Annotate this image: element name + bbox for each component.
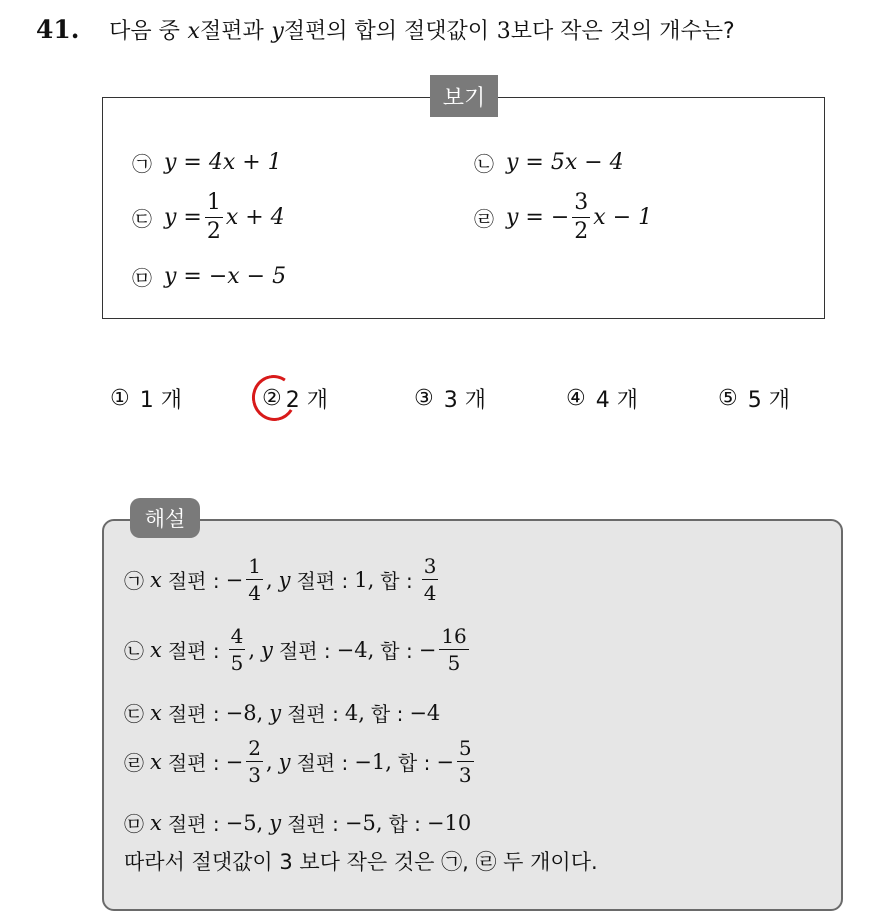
bogi-fraction-3 — [205, 192, 223, 243]
bogi-item-5 — [132, 262, 286, 291]
sol-1-x-intercept: 절편 : — [167, 569, 220, 593]
solution-title: 해설 — [130, 498, 200, 538]
bogi-marker-5: ㉤ — [132, 266, 152, 290]
bogi-marker-2: ㉡ — [474, 152, 494, 176]
bogi-item-2 — [474, 148, 624, 177]
sol-3-y-var: y — [269, 700, 282, 725]
sol-4-sum-sign: − — [436, 749, 454, 774]
sol-4-y-value: −1, — [354, 749, 392, 774]
bogi-title: 보기 — [430, 75, 498, 117]
sol-3-sum-value: −4 — [409, 700, 441, 725]
sol-1-y-var: y — [278, 567, 291, 592]
sol-4-x-var: x — [150, 749, 162, 774]
sol-2-sum-frac — [439, 626, 468, 673]
solution-line-1: ㉠ x 절편 : − $\frac{1}{4}$ , y 절편 : 1, 합 : $\frac{3}{4}$ — [124, 554, 437, 605]
sol-1-x-sign: − — [225, 567, 244, 592]
var-y: y — [271, 19, 284, 44]
sol-2-x-var: x — [150, 637, 162, 662]
sol-5-y-var: y — [269, 810, 282, 835]
question-text-post: 보다 작은 것의 개수는? — [510, 19, 735, 44]
bogi-marker-1: ㉠ — [132, 152, 152, 176]
sol-2-sum-label: 합 : — [380, 639, 413, 663]
var-x: x — [187, 19, 200, 44]
sol-1-sum-label: 합 : — [380, 569, 413, 593]
solution-line-5 — [124, 808, 471, 837]
sol-5-marker: ㉤ — [124, 812, 144, 836]
sol-5-x-var: x — [150, 810, 162, 835]
choice-4[interactable] — [566, 383, 638, 414]
sol-2-y-var: y — [261, 637, 273, 662]
sol-3-y-value: 4, — [344, 700, 365, 725]
solution-line-4: ㉣ x 절편 : − $\frac{2}{3}$ , y 절편 : −1, 합 : − $\frac{5}{3}$ — [124, 736, 472, 787]
sol-3-marker: ㉢ — [124, 702, 144, 726]
sol-4-y-var: y — [278, 749, 291, 774]
question-header — [36, 14, 735, 45]
bogi-fraction-4 — [572, 192, 590, 243]
bogi-item-4 — [474, 192, 652, 243]
sol-5-sum-label: 합 : — [388, 812, 421, 836]
choice-3-number: ③ — [414, 386, 434, 411]
choice-5-label: 5 개 — [747, 388, 790, 413]
sol-2-sum-num: 16 — [441, 624, 467, 648]
sol-4-sum-frac — [457, 738, 474, 785]
sol-4-x-den: 3 — [248, 763, 261, 787]
choice-5[interactable] — [718, 383, 790, 414]
sol-1-y-intercept: 절편 : — [296, 569, 349, 593]
sol-4-sum-label: 합 : — [397, 751, 431, 775]
choice-1-number: ① — [110, 386, 130, 411]
choice-1[interactable] — [110, 383, 182, 414]
bogi-equation-4-pre: y = − — [506, 205, 570, 230]
sol-1-sum-frac — [422, 556, 439, 603]
solution-line-2: ㉡ x 절편 : $\frac{4}{5}$ , y 절편 : −4, 합 : − $\frac{16}{5}$ — [124, 624, 467, 675]
bogi-marker-4: ㉣ — [474, 207, 494, 231]
choice-4-label: 4 개 — [595, 388, 638, 413]
bogi-equation-4-post: x − 1 — [593, 205, 653, 230]
sol-1-x-frac — [246, 556, 263, 603]
choice-5-number: ⑤ — [718, 386, 738, 411]
sol-4-sum-num: 5 — [458, 736, 472, 760]
sol-1-marker: ㉠ — [124, 569, 144, 593]
sol-1-y-value: 1, — [354, 567, 375, 592]
sol-3-sum-label: 합 : — [370, 702, 404, 726]
sol-3-x-value: −8, — [225, 700, 264, 725]
sol-1-x-var: x — [150, 567, 162, 592]
bogi-equation-5: y = −x − 5 — [164, 264, 287, 289]
solution-conclusion: 따라서 절댓값이 3 보다 작은 것은 ㉠, ㉣ 두 개이다. — [124, 850, 598, 874]
sol-3-y-intercept: 절편 : — [287, 702, 339, 726]
sol-5-x-value: −5, — [225, 810, 264, 835]
sol-2-y-intercept: 절편 : — [278, 639, 331, 663]
sol-5-y-value: −5, — [344, 810, 383, 835]
bogi-marker-3: ㉢ — [132, 207, 152, 231]
bogi-equation-3-pre: y = — [164, 205, 202, 230]
bogi-equation-1: y = 4x + 1 — [164, 150, 282, 175]
choice-3-label: 3 개 — [443, 388, 486, 413]
sol-4-x-frac — [246, 738, 263, 785]
bogi-equation-3-post: x + 4 — [225, 205, 285, 230]
sol-2-x-num: 4 — [230, 624, 244, 648]
sol-5-sum-value: −10 — [426, 810, 472, 835]
sol-5-x-intercept: 절편 : — [167, 812, 220, 836]
choice-3[interactable] — [414, 383, 486, 414]
choice-2-number: ② — [262, 386, 282, 411]
bogi-fraction-4-num: 3 — [572, 192, 590, 218]
choice-2-label: 2 개 — [285, 388, 328, 413]
sol-4-x-sign: − — [225, 749, 244, 774]
sol-3-x-var: x — [150, 700, 162, 725]
sol-2-y-value: −4, — [336, 637, 375, 662]
choice-1-label: 1 개 — [139, 388, 182, 413]
sol-2-sum-sign: − — [418, 637, 437, 662]
sol-2-x-intercept: 절편 : — [167, 639, 220, 663]
bogi-fraction-3-den: 2 — [206, 219, 221, 244]
sol-1-x-den: 4 — [248, 581, 261, 605]
question-text-mid2: 절편의 합의 절댓값이 — [283, 19, 490, 44]
bogi-item-1 — [132, 148, 282, 177]
bogi-equation-2: y = 5x − 4 — [506, 150, 624, 175]
sol-2-sum-den: 5 — [447, 651, 461, 675]
choice-4-number: ④ — [566, 386, 586, 411]
question-text-pre: 다음 중 — [109, 19, 180, 44]
sol-2-x-frac — [229, 626, 246, 673]
bogi-fraction-3-num: 1 — [205, 192, 223, 218]
sol-4-sum-den: 3 — [458, 763, 472, 787]
sol-2-x-den: 5 — [230, 651, 244, 675]
sol-4-y-intercept: 절편 : — [296, 751, 349, 775]
bogi-item-3 — [132, 192, 285, 243]
sol-4-marker: ㉣ — [124, 751, 144, 775]
answer-choices — [0, 383, 884, 417]
question-text-mid1: 절편과 — [199, 19, 264, 44]
sol-4-x-intercept: 절편 : — [167, 751, 220, 775]
sol-1-sum-den: 4 — [423, 581, 437, 605]
sol-5-y-intercept: 절편 : — [287, 812, 339, 836]
sol-4-x-num: 2 — [248, 736, 261, 760]
sol-2-marker: ㉡ — [124, 639, 144, 663]
sol-3-x-intercept: 절편 : — [167, 702, 220, 726]
num-three: 3 — [496, 19, 511, 44]
bogi-fraction-4-den: 2 — [574, 219, 589, 244]
question-number: 41. — [36, 15, 80, 44]
sol-1-x-num: 1 — [248, 554, 261, 578]
solution-line-3 — [124, 698, 440, 727]
sol-1-sum-num: 3 — [423, 554, 437, 578]
